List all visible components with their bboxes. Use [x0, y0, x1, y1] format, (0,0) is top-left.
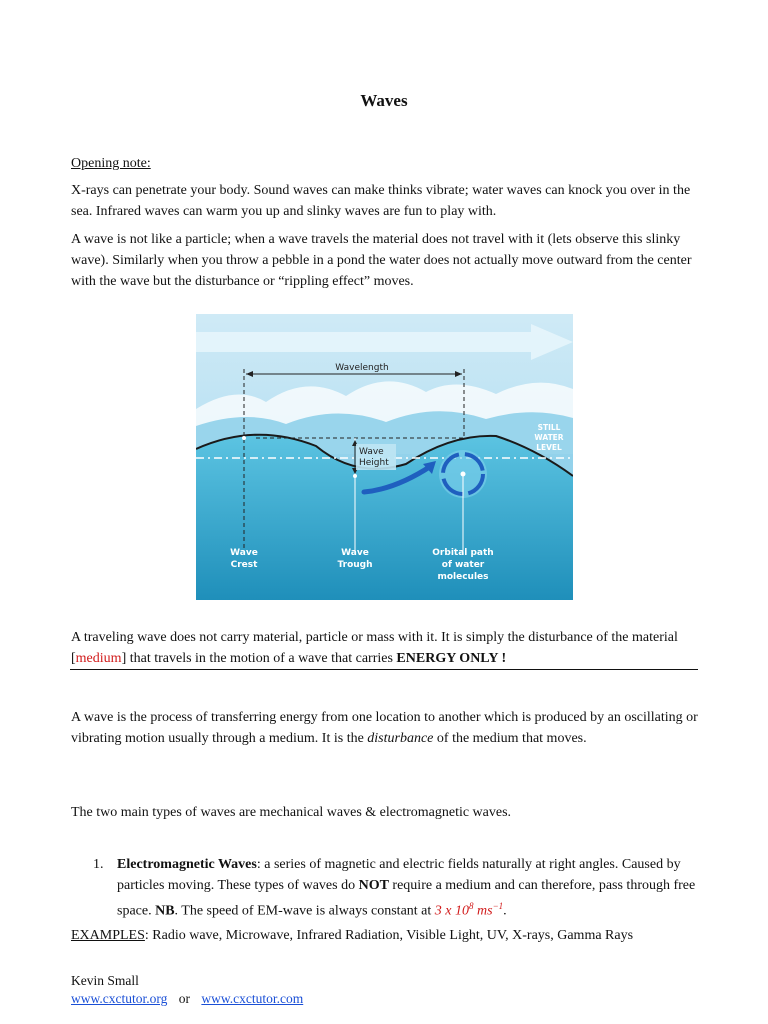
crest-label-line2: Crest [230, 560, 258, 570]
opening-paragraph-1: X-rays can penetrate your body. Sound waves can make thinks vibrate; water waves can knock you over in the sea. Infrared waves can warm you up and slinky waves are fun to play with. [71, 183, 691, 219]
page-title: Waves [360, 91, 408, 110]
examples-line [71, 925, 711, 946]
em-text-3: . The speed of EM-wave is always constant at [174, 903, 435, 919]
em-text-1: : a series of magnetic and electric fields naturally at right angles. Caused by particles moving. These types of waves do [117, 857, 681, 893]
section-divider [70, 669, 698, 670]
list-item-number: 1. [93, 857, 104, 872]
wave-types-paragraph: The two main types of waves are mechanical waves & electromagnetic waves. [71, 805, 512, 820]
definition-text-2: of the medium that moves. [433, 731, 587, 746]
cxctutor-com-link[interactable]: www.cxctutor.com [201, 991, 304, 1006]
not-text: NOT [358, 878, 389, 893]
crest-marker [242, 436, 246, 440]
crest-label-line1: Wave [230, 548, 258, 558]
wave-diagram [196, 314, 573, 600]
traveling-wave-paragraph [71, 627, 705, 669]
energy-only-text: ENERGY ONLY ! [396, 651, 507, 666]
author-name: Kevin Small [71, 973, 139, 988]
speed-exponent: 8 [469, 901, 474, 911]
wavelength-label: Wavelength [335, 363, 389, 373]
speed-coefficient: 3 x 10 [434, 903, 469, 919]
em-waves-heading: Electromagnetic Waves [117, 857, 257, 872]
orbital-label-line2: of water [441, 560, 485, 570]
trough-marker [353, 474, 357, 478]
trough-label-line2: Trough [337, 560, 373, 570]
speed-unit-exponent: −1 [492, 901, 504, 911]
em-end: . [503, 903, 507, 919]
orbital-center [461, 472, 466, 477]
medium-highlight: medium [75, 651, 122, 666]
examples-text: : Radio wave, Microwave, Infrared Radiation, Visible Light, UV, X-rays, Gamma Rays [144, 928, 634, 943]
cxctutor-org-link[interactable]: www.cxctutor.org [71, 991, 168, 1006]
traveling-text-1: A traveling wave does not carry material, particle or mass with it. It is simply the disturbance of the material [ [71, 630, 678, 666]
trough-label-line1: Wave [341, 548, 369, 558]
opening-note-label: Opening note: [71, 156, 151, 171]
examples-label: EXAMPLES [71, 928, 145, 943]
electromagnetic-waves-item [117, 854, 707, 922]
wave-height-label-line2: Height [359, 458, 389, 468]
still-water-label-line2: WATER [534, 433, 564, 442]
still-water-label-line1: STILL [537, 423, 561, 432]
nb-text: NB [155, 903, 175, 919]
orbital-label-line1: Orbital path [432, 548, 494, 558]
footer-links [71, 988, 711, 1009]
em-text-2: require a medium and can therefore, pass through free space. [117, 878, 696, 919]
speed-unit: ms [473, 903, 493, 919]
orbital-label-line3: molecules [437, 572, 489, 582]
wave-height-label-line1: Wave [359, 447, 384, 457]
disturbance-text: disturbance [367, 731, 434, 746]
link-separator: or [178, 991, 190, 1006]
traveling-text-2: ] that travels in the motion of a wave that carries [121, 651, 397, 666]
opening-paragraph-2: A wave is not like a particle; when a wave travels the material does not travel with it (lets observe this slinky wave). Similarly when you throw a pebble in a pond the water does not actually move outward from the center with the wave but the disturbance or “rippling effect” moves. [71, 232, 692, 289]
definition-text-1: A wave is the process of transferring energy from one location to another which is produced by an oscillating or vibrating motion usually through a medium. It is the [71, 710, 698, 746]
wave-definition-paragraph [71, 707, 701, 749]
still-water-label-line3: LEVEL [536, 443, 562, 452]
